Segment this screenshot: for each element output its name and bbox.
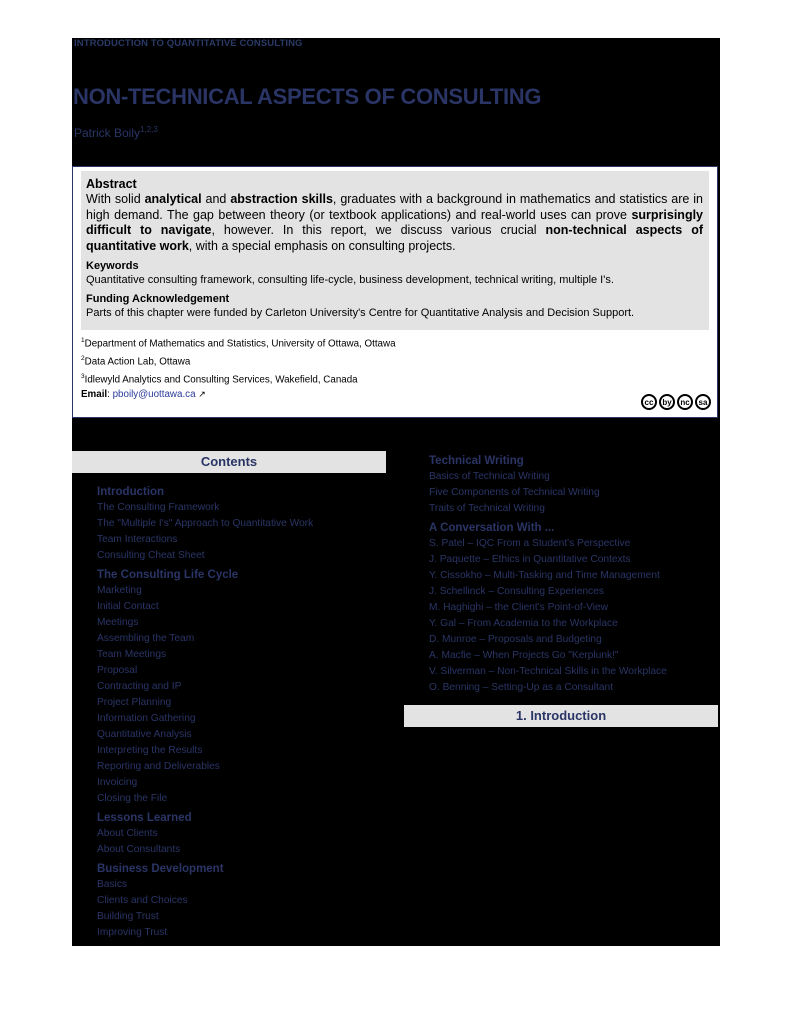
toc-item[interactable]: D. Munroe – Proposals and Budgeting: [429, 634, 602, 645]
toc-item[interactable]: Team Interactions: [97, 534, 178, 545]
author-affiliation-marks: 1,2,3: [140, 125, 158, 134]
toc-item[interactable]: Reporting and Deliverables: [97, 761, 220, 772]
abstract-text: With solid analytical and abstraction skills, graduates with a background in mathematics and statistics are in high demand. The gap between theory (or textbook applications) and real-world uses can prove surprisingly difficult to navigate, however. In this report, we discuss various crucial non-technical aspects of quantitative work, with a special emphasis on consulting projects.: [86, 192, 704, 253]
toc-item[interactable]: Proposal: [97, 665, 138, 676]
toc-section[interactable]: Introduction: [97, 486, 165, 498]
affiliation-3: $^3$Idlewyld Analytics and Consulting Services, Wakefield, Canada: [81, 372, 358, 385]
funding-heading: Funding Acknowledgement: [86, 293, 230, 306]
introduction-heading: 1. Introduction: [404, 705, 718, 727]
toc-item[interactable]: Consulting Cheat Sheet: [97, 550, 205, 561]
keywords-heading: Keywords: [86, 260, 139, 273]
toc-item[interactable]: J. Schellinck – Consulting Experiences: [429, 586, 604, 597]
author: [74, 125, 158, 140]
toc-left-column: [97, 484, 313, 941]
toc-item[interactable]: V. Silverman – Non-Technical Skills in the Workplace: [429, 666, 667, 677]
toc-item[interactable]: Traits of Technical Writing: [429, 503, 545, 514]
toc-item[interactable]: Marketing: [97, 585, 142, 596]
toc-item[interactable]: Team Meetings: [97, 649, 167, 660]
toc-item[interactable]: Project Planning: [97, 697, 172, 708]
toc-item[interactable]: The "Multiple I's" Approach to Quantitative Work: [97, 518, 314, 529]
cc-icon: cc: [641, 394, 657, 410]
toc-item[interactable]: Clients and Choices: [97, 895, 188, 906]
email-line: Email: pboily@uottawa.ca ↗: [81, 389, 206, 401]
email-link[interactable]: pboily@uottawa.ca: [112, 389, 196, 401]
toc-item[interactable]: Meetings: [97, 617, 139, 628]
toc-item[interactable]: About Clients: [97, 828, 158, 839]
abstract-panel: [81, 171, 709, 330]
front-matter-box: [72, 166, 718, 418]
toc-item[interactable]: Information Gathering: [97, 713, 196, 724]
toc-item[interactable]: Five Components of Technical Writing: [429, 487, 600, 498]
paper-title: NON-TECHNICAL ASPECTS OF CONSULTING: [73, 84, 542, 109]
toc-section[interactable]: The Consulting Life Cycle: [97, 569, 239, 581]
contents-heading: Contents: [72, 451, 386, 473]
creative-commons-license[interactable]: [641, 394, 711, 410]
toc-item[interactable]: Improving Trust: [97, 927, 168, 938]
toc-item[interactable]: Invoicing: [97, 777, 138, 788]
toc-item[interactable]: Building Trust: [97, 911, 159, 922]
author-name: Patrick Boily: [74, 126, 141, 140]
nc-icon: nc: [677, 394, 693, 410]
toc-item[interactable]: O. Benning – Setting-Up as a Consultant: [429, 682, 614, 693]
toc-section[interactable]: Technical Writing: [429, 455, 524, 467]
affiliation-1: $^1$Department of Mathematics and Statistics, University of Ottawa, Ottawa: [81, 337, 396, 350]
affiliations: [81, 334, 396, 403]
toc-item[interactable]: J. Paquette – Ethics in Quantitative Contexts: [429, 554, 631, 565]
toc-item[interactable]: Assembling the Team: [97, 633, 195, 644]
external-link-icon: ↗: [198, 389, 206, 400]
toc-item[interactable]: Y. Gal – From Academia to the Workplace: [429, 618, 618, 629]
toc-item[interactable]: A. Macfie – When Projects Go "Kerplunk!": [429, 650, 619, 661]
funding-text: Parts of this chapter were funded by Carleton University's Centre for Quantitative Analysis and Decision Support.: [86, 307, 635, 320]
toc-item[interactable]: M. Haghighi – the Client's Point-of-View: [429, 602, 608, 613]
toc-section[interactable]: Business Development: [97, 863, 224, 875]
toc-item[interactable]: Initial Contact: [97, 601, 159, 612]
sa-icon: sa: [695, 394, 711, 410]
toc-item[interactable]: Y. Cissokho – Multi-Tasking and Time Management: [429, 570, 660, 581]
running-head: INTRODUCTION TO QUANTITATIVE CONSULTING: [74, 38, 303, 49]
affiliation-2: $^2$Data Action Lab, Ottawa: [81, 354, 191, 368]
toc-item[interactable]: About Consultants: [97, 844, 181, 855]
toc-section[interactable]: A Conversation With ...: [429, 522, 555, 534]
toc-item[interactable]: The Consulting Framework: [97, 502, 220, 513]
keywords-text: Quantitative consulting framework, consulting life-cycle, business development, technical writing, multiple I's.: [86, 274, 614, 287]
by-icon: by: [659, 394, 675, 410]
toc-item[interactable]: Closing the File: [97, 793, 168, 804]
toc-item[interactable]: Interpreting the Results: [97, 745, 203, 756]
toc-section[interactable]: Lessons Learned: [97, 812, 192, 824]
toc-item[interactable]: Contracting and IP: [97, 681, 182, 692]
abstract-heading: Abstract: [86, 177, 137, 191]
toc-item[interactable]: Basics: [97, 879, 128, 890]
toc-item[interactable]: Basics of Technical Writing: [429, 471, 550, 482]
toc-item[interactable]: S. Patel – IQC From a Student's Perspective: [429, 538, 631, 549]
toc-right-column: [429, 453, 667, 696]
toc-item[interactable]: Quantitative Analysis: [97, 729, 192, 740]
